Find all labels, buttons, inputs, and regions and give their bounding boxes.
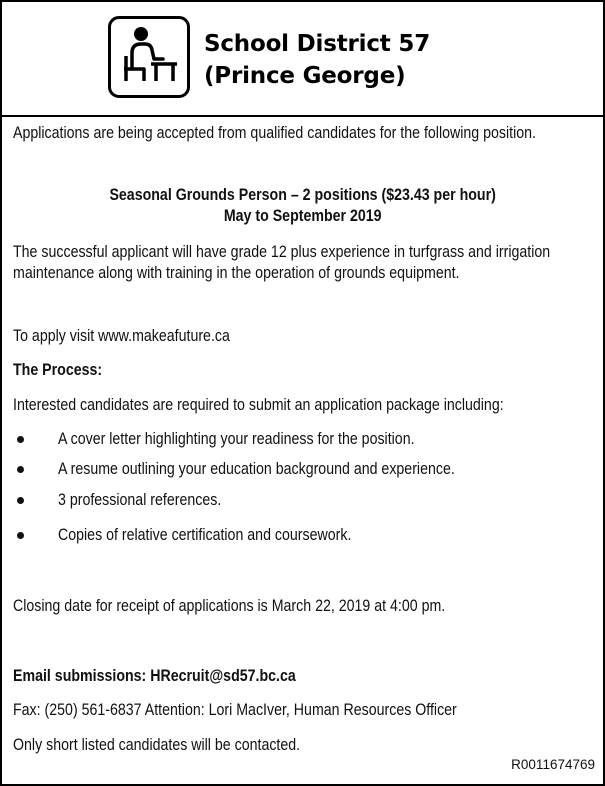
process-heading: The Process:	[13, 361, 103, 379]
shortlist-note: Only short listed candidates will be contacted.	[13, 736, 301, 754]
position-period-text: May to September 2019	[223, 207, 382, 225]
bullet-icon	[17, 466, 24, 473]
list-item	[2, 429, 603, 451]
list-item-text: A cover letter highlighting your readiness for the position.	[58, 430, 415, 448]
bullet-icon	[17, 532, 24, 539]
bullet-icon	[17, 436, 24, 443]
fax-contact: Fax: (250) 561-6837 Attention: Lori MacIver, Human Resources Officer	[13, 701, 457, 719]
student-at-desk-icon	[111, 19, 187, 95]
list-item	[2, 490, 603, 512]
position-title	[2, 185, 603, 206]
position-title-text: Seasonal Grounds Person – 2 positions ($23.43 per hour)	[109, 186, 496, 204]
district-name-line1: School District 57	[204, 31, 430, 57]
process-lead: Interested candidates are required to submit an application package including:	[13, 396, 504, 414]
position-period	[2, 206, 603, 227]
bullet-icon	[17, 497, 24, 504]
district-name	[204, 28, 430, 92]
list-item	[2, 525, 603, 547]
apply-paragraph: To apply visit www.makeafuture.ca	[13, 327, 230, 345]
requirements-paragraph: The successful applicant will have grade 12 plus experience in turfgrass and irrigation maintenance along with training in the operation of grounds equipment.	[13, 243, 551, 282]
district-logo	[108, 16, 190, 98]
closing-date: Closing date for receipt of applications is March 22, 2019 at 4:00 pm.	[13, 597, 446, 615]
list-item-text: Copies of relative certification and coursework.	[58, 526, 352, 544]
header-divider	[2, 115, 603, 117]
ad-header	[2, 2, 603, 115]
list-item	[2, 459, 603, 481]
intro-paragraph: Applications are being accepted from qualified candidates for the following position.	[13, 124, 536, 142]
district-name-line2: (Prince George)	[204, 63, 406, 89]
list-item-text: A resume outlining your education background and experience.	[58, 460, 455, 478]
list-item-text: 3 professional references.	[58, 491, 222, 509]
reference-code: R0011674769	[511, 757, 595, 772]
email-submissions: Email submissions: HRecruit@sd57.bc.ca	[13, 667, 296, 685]
